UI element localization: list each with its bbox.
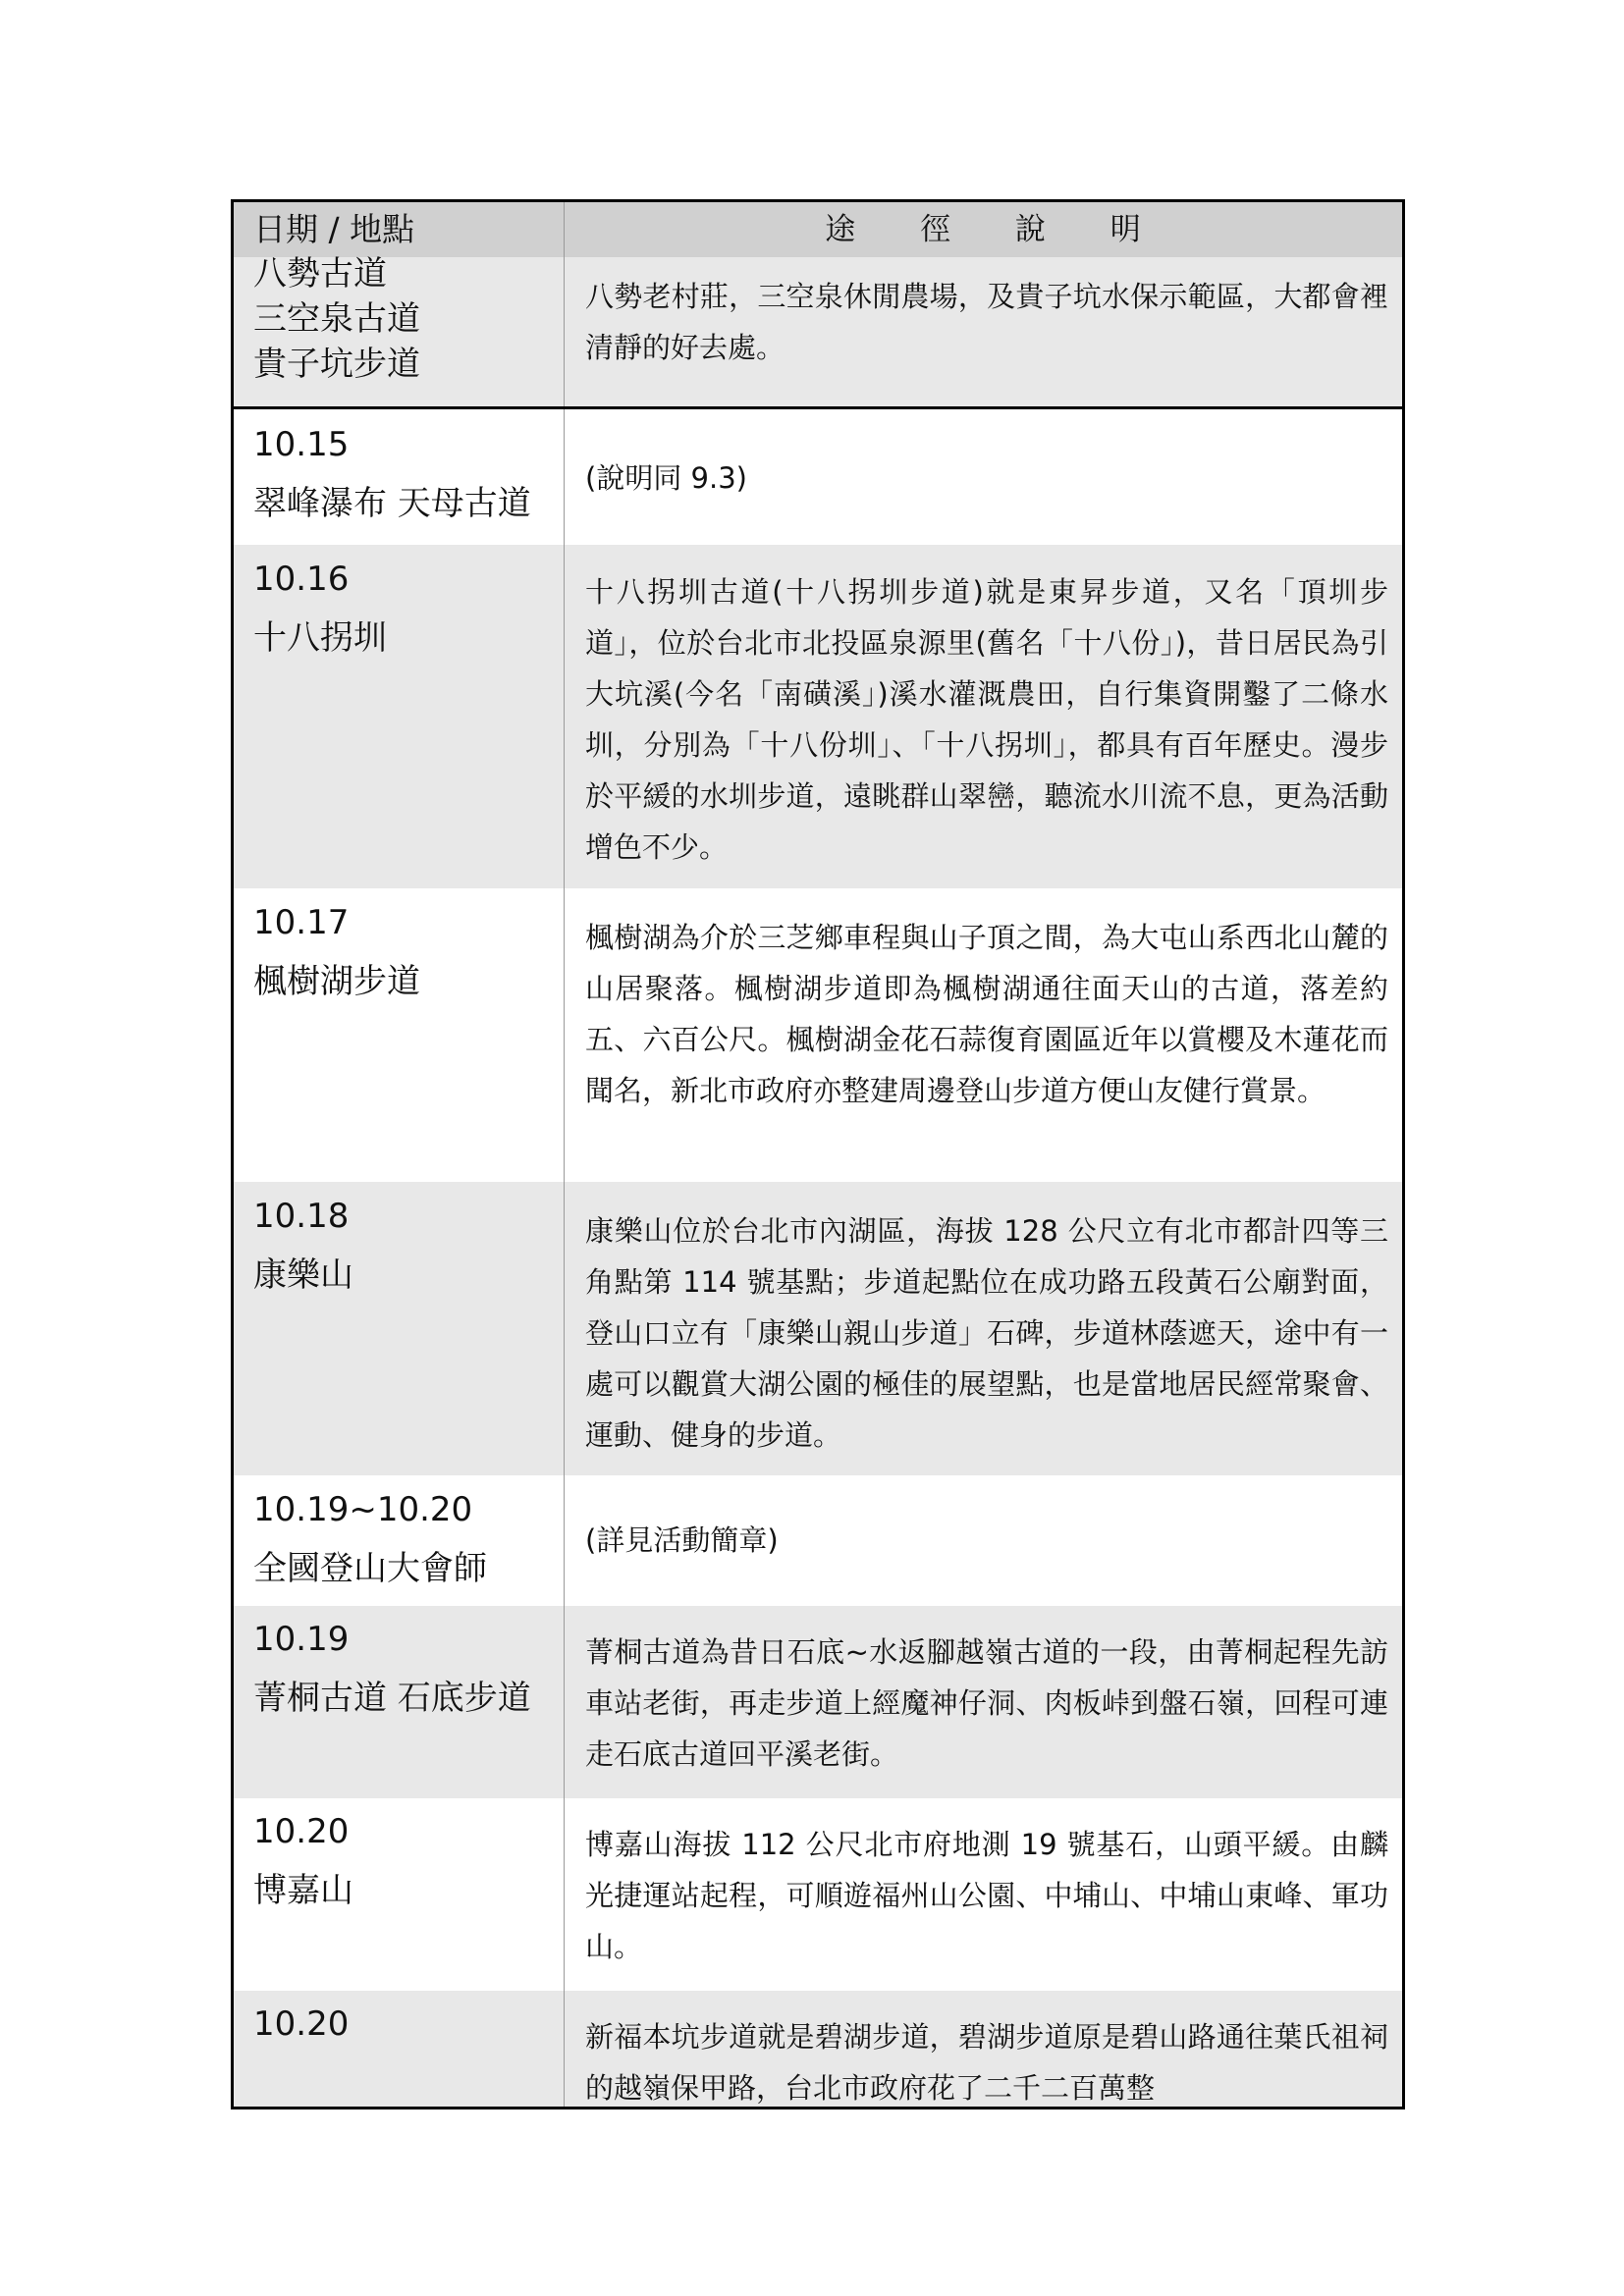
table-row: [234, 1475, 1402, 1606]
row-description: 楓樹湖為介於三芝鄉車程與山子頂之間，為大屯山系西北山麓的山居聚落。楓樹湖步道即為楓樹湖通往面天山的古道，落差約五、六百公尺。楓樹湖金花石蒜復育園區近年以賞櫻及木蓮花而聞名，新北市政府亦整建周邊登山步道方便山友健行賞景。: [585, 921, 1388, 1107]
row-location: 八勢古道 三空泉古道 貴子坑步道: [253, 254, 420, 384]
row-location: 10.18 康樂山: [253, 1197, 353, 1295]
table-row: [234, 545, 1402, 888]
row-location: 10.20 博嘉山: [253, 1812, 353, 1910]
row-description: 十八拐圳古道(十八拐圳步道)就是東昇步道，又名「頂圳步道」，位於台北市北投區泉源里(舊名「十八份」)，昔日居民為引大坑溪(今名「南磺溪」)溪水灌溉農田，自行集資開鑿了二條水圳，分別為「十八份圳」、「十八拐圳」，都具有百年歷史。漫步於平緩的水圳步道，遠眺群山翠巒，聽流水川流不息，更為活動增色不少。: [585, 575, 1388, 864]
table-row: [234, 254, 1402, 407]
row-description: 新福本坑步道就是碧湖步道，碧湖步道原是碧山路通往葉氏祖祠的越嶺保甲路，台北市政府花了二千二百萬整: [585, 2020, 1388, 2105]
row-description: (說明同 9.3): [585, 461, 747, 495]
row-location: 10.19~10.20 全國登山大會師: [253, 1490, 487, 1588]
row-location: 10.16 十八拐圳: [253, 560, 387, 658]
table-row: [234, 1991, 1402, 2107]
row-description: 博嘉山海拔 112 公尺北市府地測 19 號基石，山頭平緩。由麟光捷運站起程，可順遊福州山公園、中埔山、中埔山東峰、軍功山。: [585, 1828, 1388, 1963]
row-location: 10.17 楓樹湖步道: [253, 903, 420, 1001]
table-row: [234, 409, 1402, 545]
row-location: 10.20: [253, 2004, 350, 2044]
row-location: 10.15 翠峰瀑布 天母古道: [253, 425, 531, 523]
header-route-description: 途 徑 說 明: [825, 212, 1141, 247]
table-row: [234, 1606, 1402, 1798]
row-location: 10.19 菁桐古道 石底步道: [253, 1620, 531, 1718]
table-row: [234, 1182, 1402, 1475]
row-description: 菁桐古道為昔日石底~水返腳越嶺古道的一段，由菁桐起程先訪車站老街，再走步道上經魔神仔洞、肉板峠到盤石嶺，回程可連走石底古道回平溪老街。: [585, 1635, 1388, 1771]
table-row: [234, 888, 1402, 1182]
row-description: 康樂山位於台北市內湖區，海拔 128 公尺立有北市都計四等三角點第 114 號基點；步道起點位在成功路五段黃石公廟對面，登山口立有「康樂山親山步道」石碑，步道林蔭遮天，途中有一處可以觀賞大湖公園的極佳的展望點，也是當地居民經常聚會、運動、健身的步道。: [585, 1214, 1388, 1452]
table-header: [234, 202, 1402, 257]
row-divider: [234, 406, 1402, 409]
row-description: (詳見活動簡章): [585, 1523, 779, 1557]
route-table: [231, 199, 1405, 2109]
row-description: 八勢老村莊，三空泉休閒農場，及貴子坑水保示範區，大都會裡清靜的好去處。: [585, 280, 1388, 364]
column-divider: [564, 202, 565, 2107]
table-row: [234, 1798, 1402, 1991]
header-date-location: 日期 / 地點: [253, 210, 415, 248]
